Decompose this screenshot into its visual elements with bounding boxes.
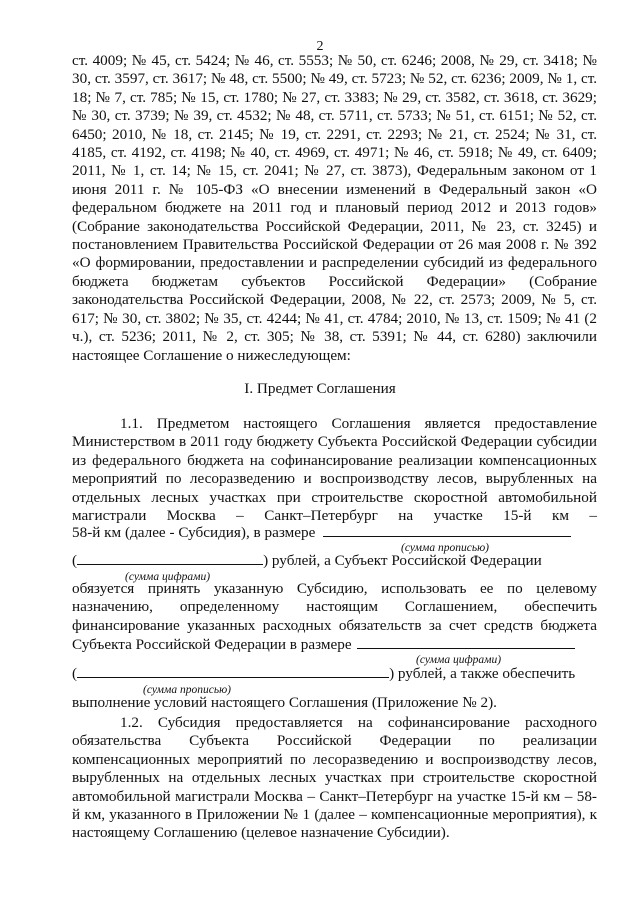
obligation-paragraph: обязуется принять указанную Субсидию, использовать ее по целевому назначению, определенному настоящим Соглашением, обеспечить финансирование указанных расходных обязательств за счет средств бюджета [72,580,597,634]
rubles-ensure-text: ) рублей, а также обеспечить [389,665,576,682]
clause-1-1-end-line [72,523,571,542]
fulfillment-text: выполнение условий настоящего Соглашения (Приложение № 2). [72,694,497,711]
preamble-paragraph: ст. 4009; № 45, ст. 5424; № 46, ст. 5553; № 50, ст. 6246; 2008, № 29, ст. 3418; № 30, ст. 3597, ст. 3617; № 48, ст. 5500; № 49, ст. 5723; № 52, ст. 6236; 2009, № 1, ст. 18; № 7, ст. 785; № 15, ст. 1780; № 27, ст. 3383; № 29, ст. 3582, ст. 3618, ст. 3629; № 30, ст. 3739; № 39, ст. 4532; № 48, ст. 5711, ст. 5733; № 51, ст. 6151; № 52, ст. 6450; 2010, № 18, ст. 2145; № 19, ст. 2291, ст. 2293; № 21, ст. 2524; № 31, ст. 4185, ст. 4192, ст. 4198; № 40, ст. 4969, ст. 4971; № 46, ст. 5918; № 49, ст. 6409; 2011, № 1, ст. 14; № 15, ст. 2041; № 27, ст. 3873), Федеральным законом от 1 июня 2011 г. № 105-ФЗ «О внесении изменений в Федеральный закон «О федеральном бюджете на 2011 год и плановый период 2012 и 2013 годов» (Собрание законодательства Российской Федерации, 2011, № 23, ст. 3245) и постановлением Правительства Российской Федерации от 26 мая 2008 г. № 392 «О формировании, предоставлении и распределении субсидий из федерального бюджета бюджетам субъектов Российской Федерации» (Собрание законодательства Российской Федерации, 2008, № 22, ст. 2573; 2009, № 5, ст. 617; № 30, ст. 3802; № 35, ст. 4244; № 41, ст. 4784; 2010, № 13, ст. 1509; № 41 (2 ч.), ст. 5236; 2011, № 2, ст. 305; № 38, ст. 5391; № 44, ст. 6280) заключили настоящее Соглашение о нижеследующем: [72,52,597,364]
amount-words-blank[interactable] [323,523,571,537]
budget-amount-digits-blank[interactable] [357,635,575,649]
clause-1-2: 1.2. Субсидия предоставляется на софинансирование расходного обязательства Субъекта Российской Федерации по реализации компенсационных мероприятий по лесоразведению и воспроизводству лесов, вырубленных на отдельных лесных участках при строительстве скоростной автомобильной магистрали Москва – Санкт–Петербург на участке 15-й км – 58-й км, указанного в Приложении № 1 (далее – компенсационные мероприятия), к настоящему Соглашению (целевое назначение Субсидии). [72,714,597,842]
amount-digits-blank[interactable] [77,551,263,565]
rubles-subject-text: ) рублей, а Субъект Российской Федерации [263,552,542,569]
sum-digits-label: (сумма цифрами) [125,571,211,583]
sum-words-label: (сумма прописью) [401,542,490,554]
obligation-last: Субъекта Российской Федерации в размере [72,636,352,653]
clause-1-1: 1.1. Предметом настоящего Соглашения является предоставление Министерством в 2011 году бюджету Субъекта Российской Федерации субсидии из федерального бюджета на софинансирование реализации компенсационных мероприятий по лесоразведению и воспроизводству лесов, вырубленных на отдельных лесных участках при строительстве скоростной автомобильной магистрали Москва – Санкт–Петербург на участке 15-й км – [72,415,597,525]
sum-words-label-2: (сумма прописью) [143,684,232,696]
open-paren-2: ( [72,665,78,682]
clause-1-1-end: 58-й км (далее - Субсидия), в размере [72,524,316,541]
page-number: 2 [316,39,324,54]
budget-amount-words-blank[interactable] [77,664,389,678]
open-paren: ( [72,552,78,569]
sum-digits-label-2: (сумма цифрами) [416,654,502,666]
section-heading: I. Предмет Соглашения [244,380,396,397]
